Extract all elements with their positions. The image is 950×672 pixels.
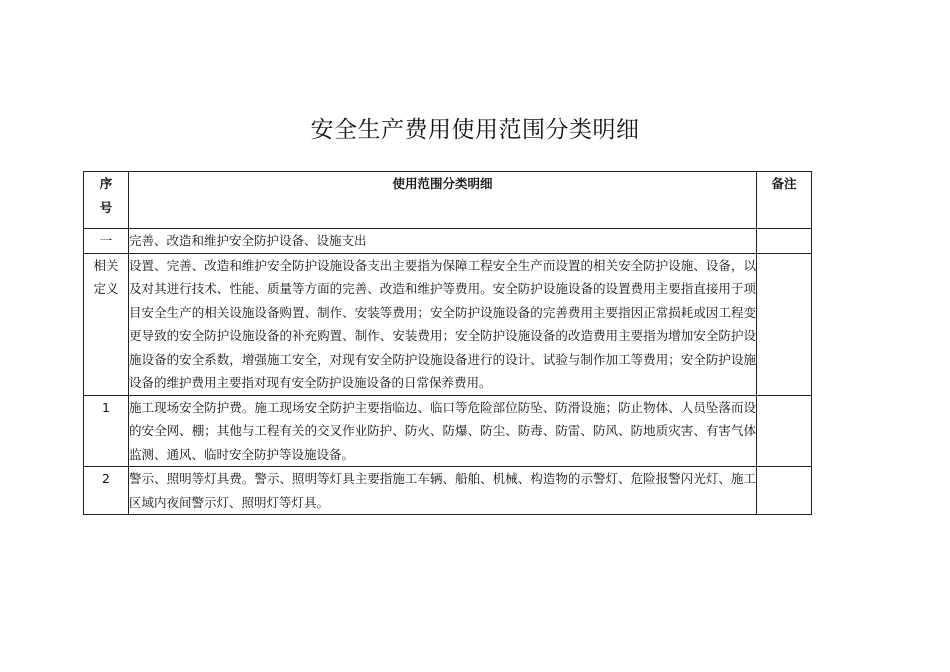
header-number-line1: 序 [99,176,113,191]
row-content: 警示、照明等灯具费。警示、照明等灯具主要指施工车辆、船舶、机械、构造物的示警灯、危险报警闪光灯、施工区域内夜间警示灯、照明灯等灯具。 [129,467,757,515]
row-note [757,253,812,395]
table-row [84,253,812,395]
row-note [757,467,812,515]
table-row [84,395,812,467]
row-number: 1 [84,395,129,467]
row-note [757,229,812,254]
table-header-row [84,172,812,229]
document-title: 安全生产费用使用范围分类明细 [310,117,640,143]
row-content: 完善、改造和维护安全防护设备、设施支出 [129,229,757,254]
row-number-line2: 定义 [93,281,119,296]
table-row [84,467,812,515]
header-number [84,172,129,229]
header-content: 使用范围分类明细 [129,172,757,229]
header-note: 备注 [757,172,812,229]
row-number: 2 [84,467,129,515]
row-content: 设置、完善、改造和维护安全防护设施设备支出主要指为保障工程安全生产而设置的相关安全防护设施、设备，以及对其进行技术、性能、质量等方面的完善、改造和维护等费用。安全防护设施设备的设置费用主要指直接用于项目安全生产的相关设施设备购置、制作、安装等费用；安全防护设施设备的完善费用主要指因正常损耗或因工程变更导致的安全防护设施设备的补充购置、制作、安装费用；安全防护设施设备的改造费用主要指为增加安全防护设施设备的安全系数，增强施工安全，对现有安全防护设施设备进行的设计、试验与制作加工等费用；安全防护设施设备的维护费用主要指对现有安全防护设施设备的日常保养费用。 [129,253,757,395]
row-number: 一 [84,229,129,254]
row-number [84,253,129,395]
row-content: 施工现场安全防护费。施工现场安全防护主要指临边、临口等危险部位防坠、防滑设施；防止物体、人员坠落而设的安全网、棚；其他与工程有关的交叉作业防护、防火、防爆、防尘、防毒、防雷、防风、防地质灾害、有害气体监测、通风、临时安全防护等设施设备。 [129,395,757,467]
header-number-line2: 号 [99,199,113,215]
row-note [757,395,812,467]
row-number-line1: 相关 [93,257,119,273]
table-row [84,229,812,254]
scope-table [83,171,812,515]
